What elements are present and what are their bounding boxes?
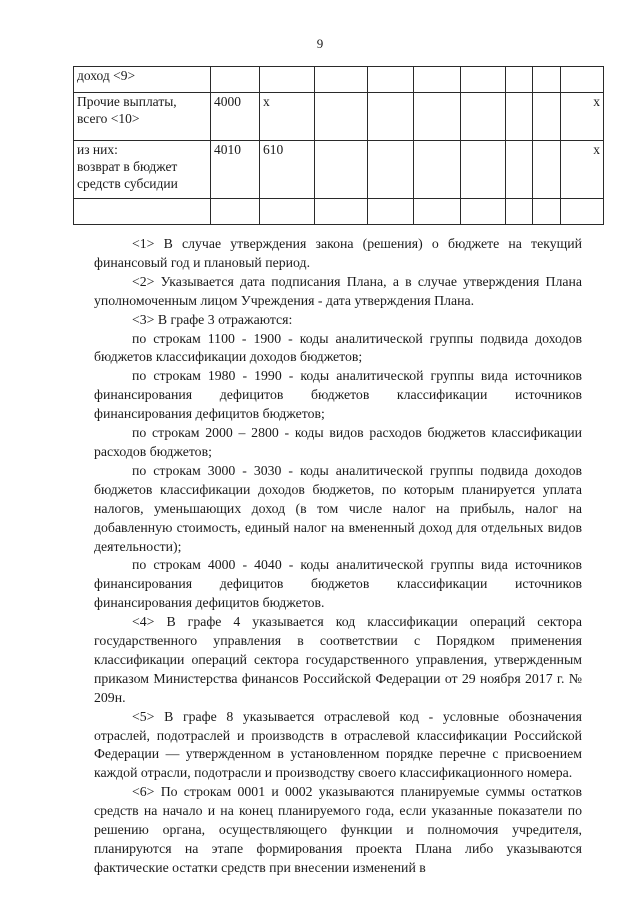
empty-cell	[414, 93, 461, 141]
footnote-3-item: по строкам 3000 - 3030 - коды аналитической группы подвида доходов бюджетов классификации доходов бюджетов, по которым планируется уплата налогов, уменьшающих доход (в том числе налог на прибыль, налог на добавленную стоимость, единый налог на вмененный доход для отдельных видов деятельности);	[94, 462, 582, 554]
empty-cell	[315, 93, 368, 141]
footnote-4: <4> В графе 4 указывается код классификации операций сектора государственного управления в соответствии с Порядком применения классификации операций сектора государственного управления, утвержденным приказом Министерства финансов Российской Федерации от 29 ноября 2017 г. № 209н.	[94, 614, 582, 705]
kosgu-cell	[260, 67, 315, 93]
empty-cell	[461, 67, 506, 93]
footnote-5: <5> В графе 8 указывается отраслевой код - условные обозначения отраслей, подотраслей и производств в отраслевой классификации Российской Федерации — утвержденном в установленном порядке перечне с присвоением каждой отрасли, подотрасли и производству своего классификационного номера.	[94, 708, 582, 781]
empty-cell	[315, 199, 368, 225]
footnote-6: <6> По строкам 0001 и 0002 указываются планируемые суммы остатков средств на начало и на конец планируемого года, если указанные показатели по решению органа, осуществляющего функции и полномочия учредителя, планируются на этапе формирования проекта Плана либо указываются фактические остатки средств при внесении изменений в	[94, 784, 582, 875]
code-cell: 4000	[211, 93, 260, 141]
empty-cell	[414, 199, 461, 225]
footnote-3-item: по строкам 2000 – 2800 - коды видов расходов бюджетов классификации расходов бюджетов;	[94, 425, 582, 459]
empty-cell	[533, 199, 561, 225]
footnote-3: <3> В графе 3 отражаются:	[132, 311, 293, 327]
table-row	[74, 93, 604, 141]
kosgu-cell	[260, 199, 315, 225]
row-name-cell: Прочие выплаты, всего <10>	[74, 93, 211, 141]
empty-cell	[368, 67, 414, 93]
kosgu-cell: 610	[260, 141, 315, 199]
footnote-3-item: по строкам 1980 - 1990 - коды аналитической группы вида источников финансирования дефицитов бюджетов классификации источников финансирования дефицитов бюджетов;	[94, 368, 582, 422]
kosgu-cell: х	[260, 93, 315, 141]
code-cell	[211, 199, 260, 225]
plan-table	[73, 66, 604, 225]
empty-cell	[533, 67, 561, 93]
last-col-cell	[561, 199, 604, 225]
footnote-3-item: по строкам 4000 - 4040 - коды аналитической группы вида источников финансирования дефицитов бюджетов классификации источников финансирования дефицитов бюджетов.	[94, 557, 582, 611]
empty-cell	[368, 199, 414, 225]
empty-cell	[533, 93, 561, 141]
code-cell: 4010	[211, 141, 260, 199]
table-row	[74, 199, 604, 225]
empty-cell	[315, 67, 368, 93]
table-row	[74, 141, 604, 199]
last-col-cell: х	[561, 93, 604, 141]
row-name-cell	[74, 199, 211, 225]
empty-cell	[533, 141, 561, 199]
page-number: 9	[316, 36, 324, 51]
empty-cell	[506, 141, 533, 199]
empty-cell	[368, 93, 414, 141]
footnote-3-item: по строкам 1100 - 1900 - коды аналитической группы подвида доходов бюджетов классификации доходов бюджетов;	[94, 330, 582, 365]
footnote-1: <1> В случае утверждения закона (решения) о бюджете на текущий финансовый год и плановый период.	[94, 236, 582, 270]
last-col-cell	[561, 67, 604, 93]
empty-cell	[506, 67, 533, 93]
code-cell	[211, 67, 260, 93]
empty-cell	[461, 141, 506, 199]
empty-cell	[506, 199, 533, 225]
empty-cell	[368, 141, 414, 199]
footnote-2: <2> Указывается дата подписания Плана, а в случае утверждения Плана уполномоченным лицом Учреждения - дата утверждения Плана.	[94, 273, 582, 308]
empty-cell	[414, 141, 461, 199]
empty-cell	[461, 199, 506, 225]
empty-cell	[461, 93, 506, 141]
footnotes	[94, 235, 582, 878]
last-col-cell: х	[561, 141, 604, 199]
empty-cell	[414, 67, 461, 93]
row-name-cell: из них: возврат в бюджет средств субсидии	[74, 141, 211, 199]
row-name-cell: доход <9>	[74, 67, 211, 93]
table-row	[74, 67, 604, 93]
empty-cell	[506, 93, 533, 141]
empty-cell	[315, 141, 368, 199]
